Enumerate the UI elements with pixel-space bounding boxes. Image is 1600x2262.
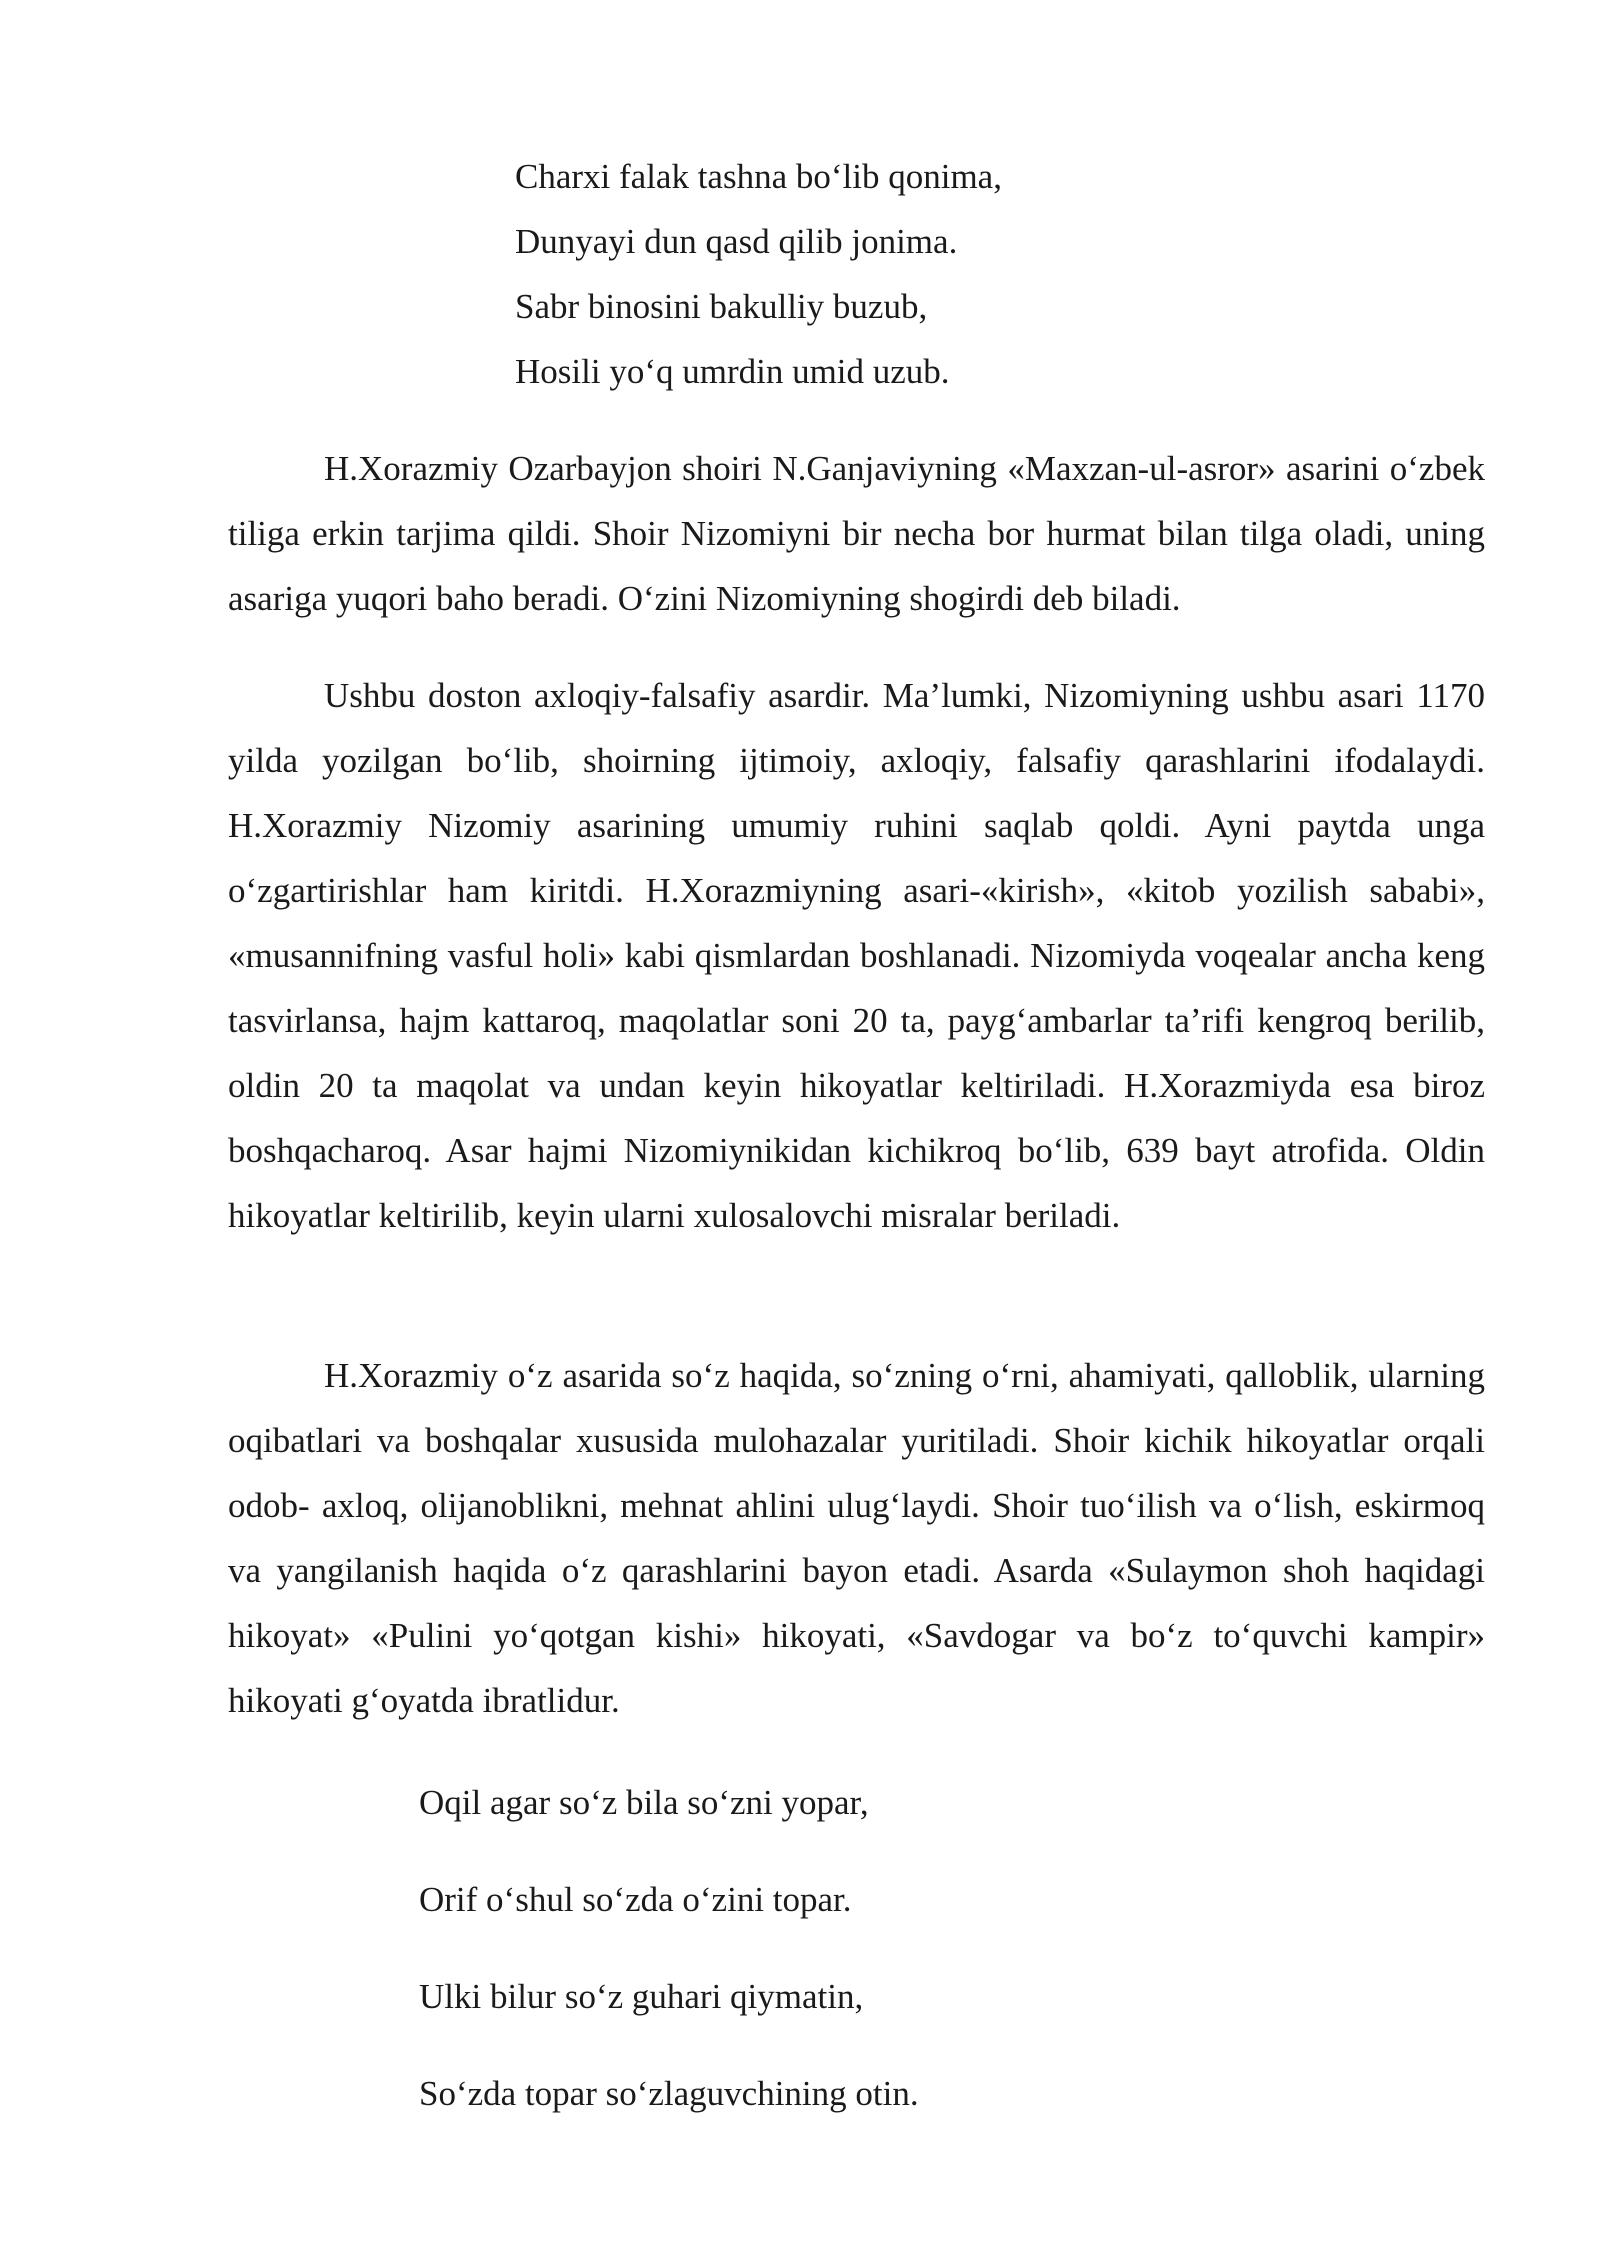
verse-line: Dunyayi dun qasd qilib jonima. — [515, 222, 958, 261]
verse-line: Charxi falak tashna bo‘lib qonima, — [515, 157, 1002, 196]
verse-line: Hosili yo‘q umrdin umid uzub. — [515, 352, 950, 391]
verse-line: Oqil agar so‘z bila so‘zni yopar, — [419, 1783, 869, 1822]
verse-line: Orif o‘shul so‘zda o‘zini topar. — [419, 1880, 852, 1919]
verse-block-2 — [419, 1785, 919, 2173]
paragraph-comparison: Ushbu doston axloqiy-falsafiy asardir. Ma’lumki, Nizomiyning ushbu asari 1170 yilda yozilgan bo‘lib, shoirning ijtimoiy, axloqiy, falsafiy qarashlarini ifodalaydi. H.Xorazmiy Nizomiy asarining umumiy ruhini saqlab qoldi. Ayni paytda unga o‘zgartirishlar ham kiritdi. H.Xorazmiyning asari-«kirish», «kitob yozilish sababi», «musannifning vasful holi» kabi qismlardan boshlanadi. Nizomiyda voqealar ancha keng tasvirlansa, hajm kattaroq, maqolatlar soni 20 ta, payg‘ambarlar ta’rifi kengroq berilib, oldin 20 ta maqolat va undan keyin hikoyatlar keltiriladi. H.Xorazmiyda esa biroz boshqacharoq. Asar hajmi Nizomiynikidan kichikroq bo‘lib, 639 bayt atrofida. Oldin hikoyatlar keltirilib, keyin ularni xulosalovchi misralar beriladi. — [228, 676, 1485, 1235]
verse-block-1 — [515, 159, 1002, 419]
paragraph-themes: H.Xorazmiy o‘z asarida so‘z haqida, so‘zning o‘rni, ahamiyati, qalloblik, ularning oqibatlari va boshqalar xususida mulohazalar yuritiladi. Shoir kichik hikoyatlar orqali odob- axloq, olijanoblikni, mehnat ahlini ulug‘laydi. Shoir tuo‘ilish va o‘lish, eskirmoq va yangilanish haqida o‘z qarashlarini bayon etadi. Asarda «Sulaymon shoh haqidagi hikoyat» «Pulini yo‘qotgan kishi» hikoyati, «Savdogar va bo‘z to‘quvchi kampir» hikoyati g‘oyatda ibratlidur. — [228, 1356, 1485, 1720]
verse-line: Sabr binosini bakulliy buzub, — [515, 287, 928, 326]
verse-line: Ulki bilur so‘z guhari qiymatin, — [419, 1977, 864, 2016]
paragraph-translation: H.Xorazmiy Ozarbayjon shoiri N.Ganjaviyning «Maxzan-ul-asror» asarini o‘zbek tiliga erkin tarjima qildi. Shoir Nizomiyni bir necha bor hurmat bilan tilga oladi, uning asariga yuqori baho beradi. O‘zini Nizomiyning shogirdi deb biladi. — [228, 449, 1485, 618]
verse-line: So‘zda topar so‘zlaguvchining otin. — [419, 2074, 919, 2113]
